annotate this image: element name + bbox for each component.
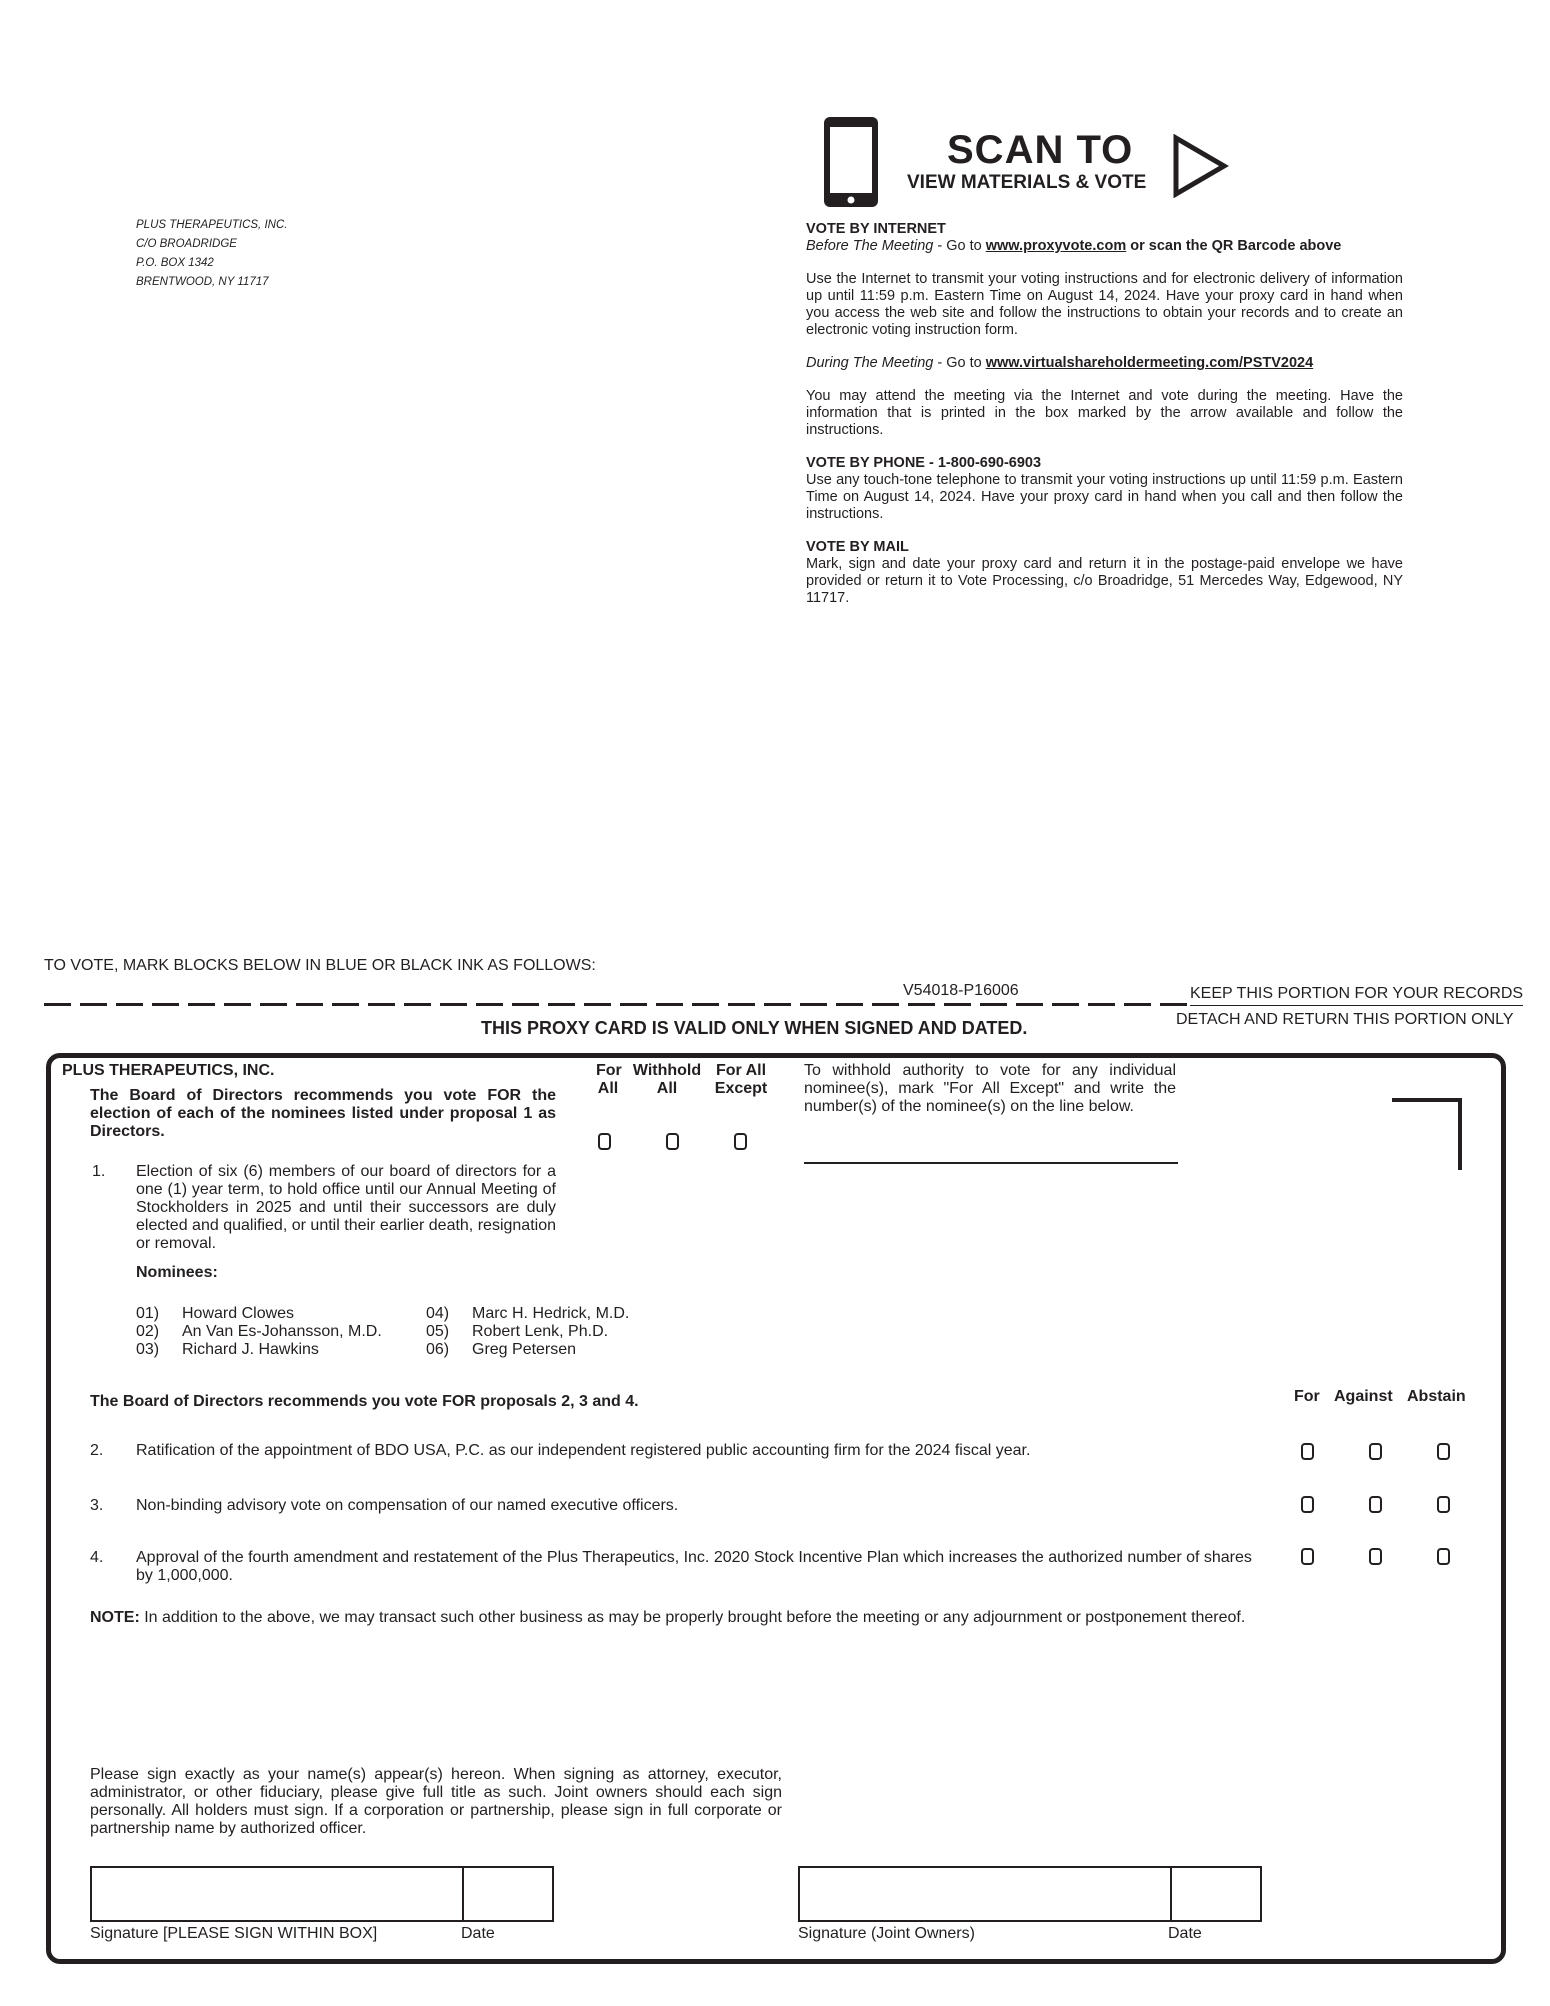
during-meeting-line bbox=[806, 355, 1403, 372]
during-meeting-label: During The Meeting bbox=[806, 355, 934, 371]
scan-title: SCAN TO bbox=[947, 128, 1134, 172]
header-abstain: Abstain bbox=[1407, 1388, 1466, 1405]
note bbox=[90, 1609, 1270, 1627]
before-go-text: - Go to bbox=[933, 238, 986, 254]
nominee-number: 04) bbox=[426, 1305, 450, 1322]
withhold-instruction: To withhold authority to vote for any individual nominee(s), mark "For All Except" and write the number(s) of the nominee(s) on the line below. bbox=[804, 1062, 1176, 1115]
date-label: Date bbox=[461, 1925, 495, 1942]
note-text: In addition to the above, we may transact such other business as may be properly brought before the meeting or any adjournment or postponement thereof. bbox=[139, 1609, 1246, 1626]
tear-dash bbox=[764, 1003, 791, 1006]
checkbox-p4-abstain[interactable] bbox=[1437, 1548, 1450, 1565]
address-line: PLUS THERAPEUTICS, INC. bbox=[136, 219, 288, 231]
tear-dash bbox=[440, 1003, 467, 1006]
header-line: For All bbox=[715, 1062, 767, 1079]
proposal-4-number: 4. bbox=[90, 1549, 104, 1566]
scan-subtitle: VIEW MATERIALS & VOTE bbox=[907, 172, 1147, 193]
tear-dash bbox=[1160, 1003, 1187, 1006]
address-line: BRENTWOOD, NY 11717 bbox=[136, 276, 269, 288]
before-meeting-text: Use the Internet to transmit your voting instructions and for electronic delivery of information up until 11:59 p.m. Eastern Time on August 14, 2024. Have your proxy card in hand when you access the web site and follow the instructions to obtain your records and to create an electronic voting instruction form. bbox=[806, 271, 1403, 338]
tear-dash bbox=[692, 1003, 719, 1006]
header-for-all-except bbox=[712, 1062, 770, 1098]
header-line: Withhold bbox=[632, 1062, 702, 1079]
tear-dash bbox=[44, 1003, 71, 1006]
control-code: V54018-P16006 bbox=[903, 982, 1019, 999]
keep-portion-label: KEEP THIS PORTION FOR YOUR RECORDS bbox=[1190, 985, 1523, 1006]
tear-dash bbox=[800, 1003, 827, 1006]
tear-dash bbox=[116, 1003, 143, 1006]
phone-heading: VOTE BY PHONE - 1-800-690-6903 bbox=[806, 455, 1042, 471]
joint-signature-box[interactable] bbox=[798, 1866, 1262, 1922]
nominee-number: 01) bbox=[136, 1305, 160, 1322]
phone-text: Use any touch-tone telephone to transmit your voting instructions up until 11:59 p.m. Eastern Time on August 14, 2024. Have your proxy card in hand when you call and then follow the instructions. bbox=[806, 472, 1403, 522]
tear-dash bbox=[908, 1003, 935, 1006]
before-meeting-line bbox=[806, 238, 1403, 255]
checkbox-p4-against[interactable] bbox=[1369, 1548, 1382, 1565]
joint-signature-date-divider bbox=[1170, 1868, 1172, 1920]
nominee-name: Richard J. Hawkins bbox=[182, 1341, 319, 1358]
joint-date-label: Date bbox=[1168, 1925, 1202, 1942]
tear-dash bbox=[1016, 1003, 1043, 1006]
nominee-name: Howard Clowes bbox=[182, 1305, 295, 1322]
mark-instruction: TO VOTE, MARK BLOCKS BELOW IN BLUE OR BLACK INK AS FOLLOWS: bbox=[44, 957, 596, 974]
proposal-1-text: Election of six (6) members of our board of directors for a one (1) year term, to hold office until our Annual Meeting of Stockholders in 2025 and until their successors are duly elected and qualified, or until their earlier death, resignation or removal. bbox=[136, 1163, 556, 1252]
nominees-label: Nominees: bbox=[136, 1264, 218, 1281]
header-line: For bbox=[596, 1062, 622, 1079]
tear-dash bbox=[1124, 1003, 1151, 1006]
checkbox-p2-abstain[interactable] bbox=[1437, 1443, 1450, 1460]
board-recommendation-1: The Board of Directors recommends you vote FOR the election of each of the nominees listed under proposal 1 as Directors. bbox=[90, 1087, 556, 1140]
tear-dash bbox=[512, 1003, 539, 1006]
header-line: All bbox=[597, 1080, 619, 1097]
header-against: Against bbox=[1334, 1388, 1393, 1405]
tear-dash bbox=[152, 1003, 179, 1006]
arrow-right-icon bbox=[1172, 134, 1230, 198]
nominee-name: Robert Lenk, Ph.D. bbox=[472, 1323, 609, 1340]
nominee-number: 03) bbox=[136, 1341, 160, 1358]
proposal-2-text: Ratification of the appointment of BDO USA, P.C. as our independent registered public accounting firm for the 2024 fiscal year. bbox=[136, 1442, 1031, 1459]
signature-box[interactable] bbox=[90, 1866, 554, 1922]
nominee-name: An Van Es-Johansson, M.D. bbox=[182, 1323, 382, 1340]
sign-instructions: Please sign exactly as your name(s) appear(s) hereon. When signing as attorney, executor, administrator, or other fiduciary, please give full title as such. Joint owners should each sign personally. All holders must sign. If a corporation or partnership, please sign in full corporate or partnership name by authorized officer. bbox=[90, 1766, 782, 1837]
detach-portion-label: DETACH AND RETURN THIS PORTION ONLY bbox=[1176, 1011, 1514, 1028]
header-for: For bbox=[1294, 1388, 1320, 1405]
tear-dash bbox=[584, 1003, 611, 1006]
proposal-3-number: 3. bbox=[90, 1497, 104, 1514]
tear-dash bbox=[836, 1003, 863, 1006]
tear-dash bbox=[1088, 1003, 1115, 1006]
header-line: Except bbox=[714, 1080, 768, 1097]
tear-dash bbox=[368, 1003, 395, 1006]
nominee-name: Greg Petersen bbox=[472, 1341, 577, 1358]
tear-dash bbox=[188, 1003, 215, 1006]
before-meeting-label: Before The Meeting bbox=[806, 238, 934, 254]
tear-dash bbox=[872, 1003, 899, 1006]
checkbox-p3-for[interactable] bbox=[1301, 1496, 1314, 1513]
mailing-address bbox=[136, 216, 287, 292]
nominee-number: 06) bbox=[426, 1341, 450, 1358]
header-line: All bbox=[656, 1080, 678, 1097]
tear-dash bbox=[728, 1003, 755, 1006]
nominee-name: Marc H. Hedrick, M.D. bbox=[472, 1305, 630, 1322]
tear-dash bbox=[980, 1003, 1007, 1006]
during-meeting-text: You may attend the meeting via the Internet and vote during the meeting. Have the information that is printed in the box marked by the arrow available and follow the instructions. bbox=[806, 388, 1403, 438]
checkbox-for-all-except[interactable] bbox=[734, 1133, 747, 1150]
checkbox-p3-abstain[interactable] bbox=[1437, 1496, 1450, 1513]
proxyvote-link[interactable]: www.proxyvote.com bbox=[985, 238, 1127, 254]
address-line: C/O BROADRIDGE bbox=[136, 238, 237, 250]
corner-mark-icon bbox=[1390, 1098, 1464, 1172]
valid-notice: THIS PROXY CARD IS VALID ONLY WHEN SIGNED AND DATED. bbox=[481, 1018, 1028, 1038]
voting-instructions bbox=[806, 221, 1403, 623]
address-line: P.O. BOX 1342 bbox=[136, 257, 214, 269]
header-withhold-all bbox=[628, 1062, 706, 1098]
proposal-1-number: 1. bbox=[92, 1163, 106, 1180]
signature-date-divider bbox=[462, 1868, 464, 1920]
nominee-number: 02) bbox=[136, 1323, 160, 1340]
checkbox-p4-for[interactable] bbox=[1301, 1548, 1314, 1565]
tear-dash bbox=[476, 1003, 503, 1006]
tear-dash bbox=[548, 1003, 575, 1006]
tear-dash bbox=[296, 1003, 323, 1006]
internet-heading: VOTE BY INTERNET bbox=[806, 221, 946, 237]
qr-hint: or scan the QR Barcode above bbox=[1126, 238, 1342, 254]
during-go-text: - Go to bbox=[933, 355, 986, 371]
virtual-meeting-link[interactable]: www.virtualshareholdermeeting.com/PSTV2024 bbox=[985, 355, 1314, 371]
tear-dash bbox=[260, 1003, 287, 1006]
board-recommendation-2: The Board of Directors recommends you vote FOR proposals 2, 3 and 4. bbox=[90, 1393, 639, 1410]
mail-text: Mark, sign and date your proxy card and return it in the postage-paid envelope we have provided or return it to Vote Processing, c/o Broadridge, 51 Mercedes Way, Edgewood, NY 11717. bbox=[806, 556, 1403, 606]
proposal-2-number: 2. bbox=[90, 1442, 104, 1459]
proposal-4-text: Approval of the fourth amendment and restatement of the Plus Therapeutics, Inc. 2020 Stock Incentive Plan which increases the authorized number of shares by 1,000,000. bbox=[136, 1549, 1252, 1584]
tear-dash bbox=[404, 1003, 431, 1006]
joint-signature-label: Signature (Joint Owners) bbox=[798, 1925, 975, 1942]
checkbox-p3-against[interactable] bbox=[1369, 1496, 1382, 1513]
note-label: NOTE: bbox=[90, 1609, 140, 1626]
tear-dash bbox=[80, 1003, 107, 1006]
checkbox-p2-for[interactable] bbox=[1301, 1443, 1314, 1460]
tear-dash bbox=[332, 1003, 359, 1006]
tear-dash bbox=[224, 1003, 251, 1006]
nominee-number: 05) bbox=[426, 1323, 450, 1340]
mail-heading: VOTE BY MAIL bbox=[806, 539, 909, 555]
signature-label: Signature [PLEASE SIGN WITHIN BOX] bbox=[90, 1925, 378, 1942]
checkbox-withhold-all[interactable] bbox=[666, 1133, 679, 1150]
tear-dash bbox=[656, 1003, 683, 1006]
proposal-3-text: Non-binding advisory vote on compensation of our named executive officers. bbox=[136, 1497, 679, 1514]
smartphone-icon bbox=[821, 114, 881, 210]
tear-dash bbox=[620, 1003, 647, 1006]
header-for-all bbox=[596, 1062, 620, 1098]
checkbox-p2-against[interactable] bbox=[1369, 1443, 1382, 1460]
nominee-exception-line[interactable] bbox=[804, 1162, 1178, 1164]
tear-dash bbox=[1052, 1003, 1079, 1006]
tear-dash bbox=[944, 1003, 971, 1006]
card-company-name: PLUS THERAPEUTICS, INC. bbox=[62, 1062, 275, 1079]
checkbox-for-all[interactable] bbox=[598, 1133, 611, 1150]
